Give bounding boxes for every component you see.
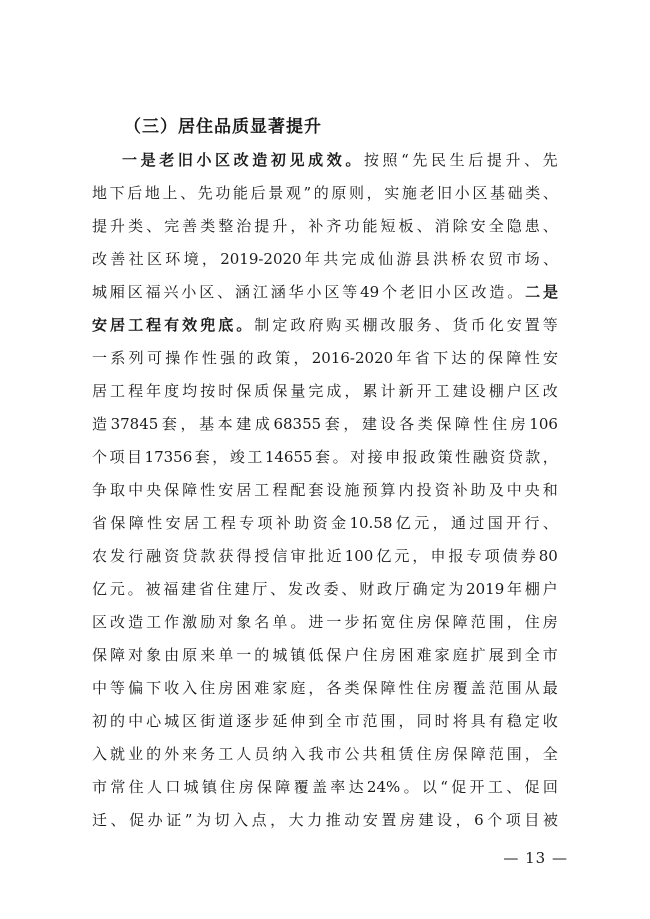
text-line: 中 等 偏 下 收 入 住 房 困 难 家 庭 ， 各 类 保 障 性 住 房 覆 盖 范 围 从 最	[92, 679, 558, 697]
text-line: 省 保 障 性 安 居 工 程 专 项 补 助 资 金 10.58 亿 元 ， 通 过 国 开 行 、	[92, 514, 558, 532]
text-line: 一 系 列 可 操 作 性 强 的 政 策 ， 2016-2020 年 省 下 达 的 保 障 性 安	[92, 349, 558, 367]
text-line: 安 居 工 程 有 效 兜 底 。 制 定 政 府 购 买 棚 改 服 务 、 货 币 化 安 置 等	[92, 316, 558, 334]
text-line: 地 下 后 地 上 、 先 功 能 后 景 观 ” 的 原 则 ， 实 施 老 旧 小 区 基 础 类 、	[92, 184, 558, 202]
body-paragraph	[92, 144, 558, 837]
section-heading: （三）居住品质显著提升	[124, 117, 322, 137]
text-line: 迁 、 促 办 证 ” 为 切 入 点 ， 大 力 推 动 安 置 房 建 设 ， 6 个 项 目 被	[92, 811, 558, 829]
text-line: 区 改 造 工 作 激 励 对 象 名 单 。 进 一 步 拓 宽 住 房 保 障 范 围 ， 住 房	[92, 613, 558, 631]
text-line: 保 障 对 象 由 原 来 单 一 的 城 镇 低 保 户 住 房 困 难 家 庭 扩 展 到 全 市	[92, 646, 558, 664]
text-line: 提 升 类 、 完 善 类 整 治 提 升 ， 补 齐 功 能 短 板 、 消 除 安 全 隐 患 、	[92, 217, 558, 235]
text-line: 市 常 住 人 口 城 镇 住 房 保 障 覆 盖 率 达 24% 。 以 “ 促 开 工 、 促 回	[92, 778, 558, 796]
text-line: 亿 元 。 被 福 建 省 住 建 厅 、 发 改 委 、 财 政 厅 确 定 为 2019 年 棚 户	[92, 580, 558, 598]
text-line: 入 就 业 的 外 来 务 工 人 员 纳 入 我 市 公 共 租 赁 住 房 保 障 范 围 ， 全	[92, 745, 558, 763]
text-line: 造 37845 套 ， 基 本 建 成 68355 套 ， 建 设 各 类 保 障 性 住 房 106	[92, 415, 558, 433]
text-line: 改 善 社 区 环 境 ， 2019-2020 年 共 完 成 仙 游 县 洪 桥 农 贸 市 场 、	[92, 250, 558, 268]
text-line: 居 工 程 年 度 均 按 时 保 质 保 量 完 成 ， 累 计 新 开 工 建 设 棚 户 区 改	[92, 382, 558, 400]
text-line: 一 是 老 旧 小 区 改 造 初 见 成 效 。 按 照 “ 先 民 生 后 提 升 、 先	[122, 151, 558, 169]
text-line: 争 取 中 央 保 障 性 安 居 工 程 配 套 设 施 预 算 内 投 资 补 助 及 中 央 和	[92, 481, 558, 499]
text-line: 城 厢 区 福 兴 小 区 、 涵 江 涵 华 小 区 等 49 个 老 旧 小 区 改 造 。 二 是	[92, 283, 558, 301]
text-line: 初 的 中 心 城 区 街 道 逐 步 延 伸 到 全 市 范 围 ， 同 时 将 具 有 稳 定 收	[92, 712, 558, 730]
text-line: 个 项 目 17356 套 ， 竣 工 14655 套 。 对 接 申 报 政 策 性 融 资 贷 款 ，	[92, 448, 558, 466]
page-number: — 13 —	[503, 849, 568, 867]
text-line: 农 发 行 融 资 贷 款 获 得 授 信 审 批 近 100 亿 元 ， 申 报 专 项 债 券 80	[92, 547, 558, 565]
